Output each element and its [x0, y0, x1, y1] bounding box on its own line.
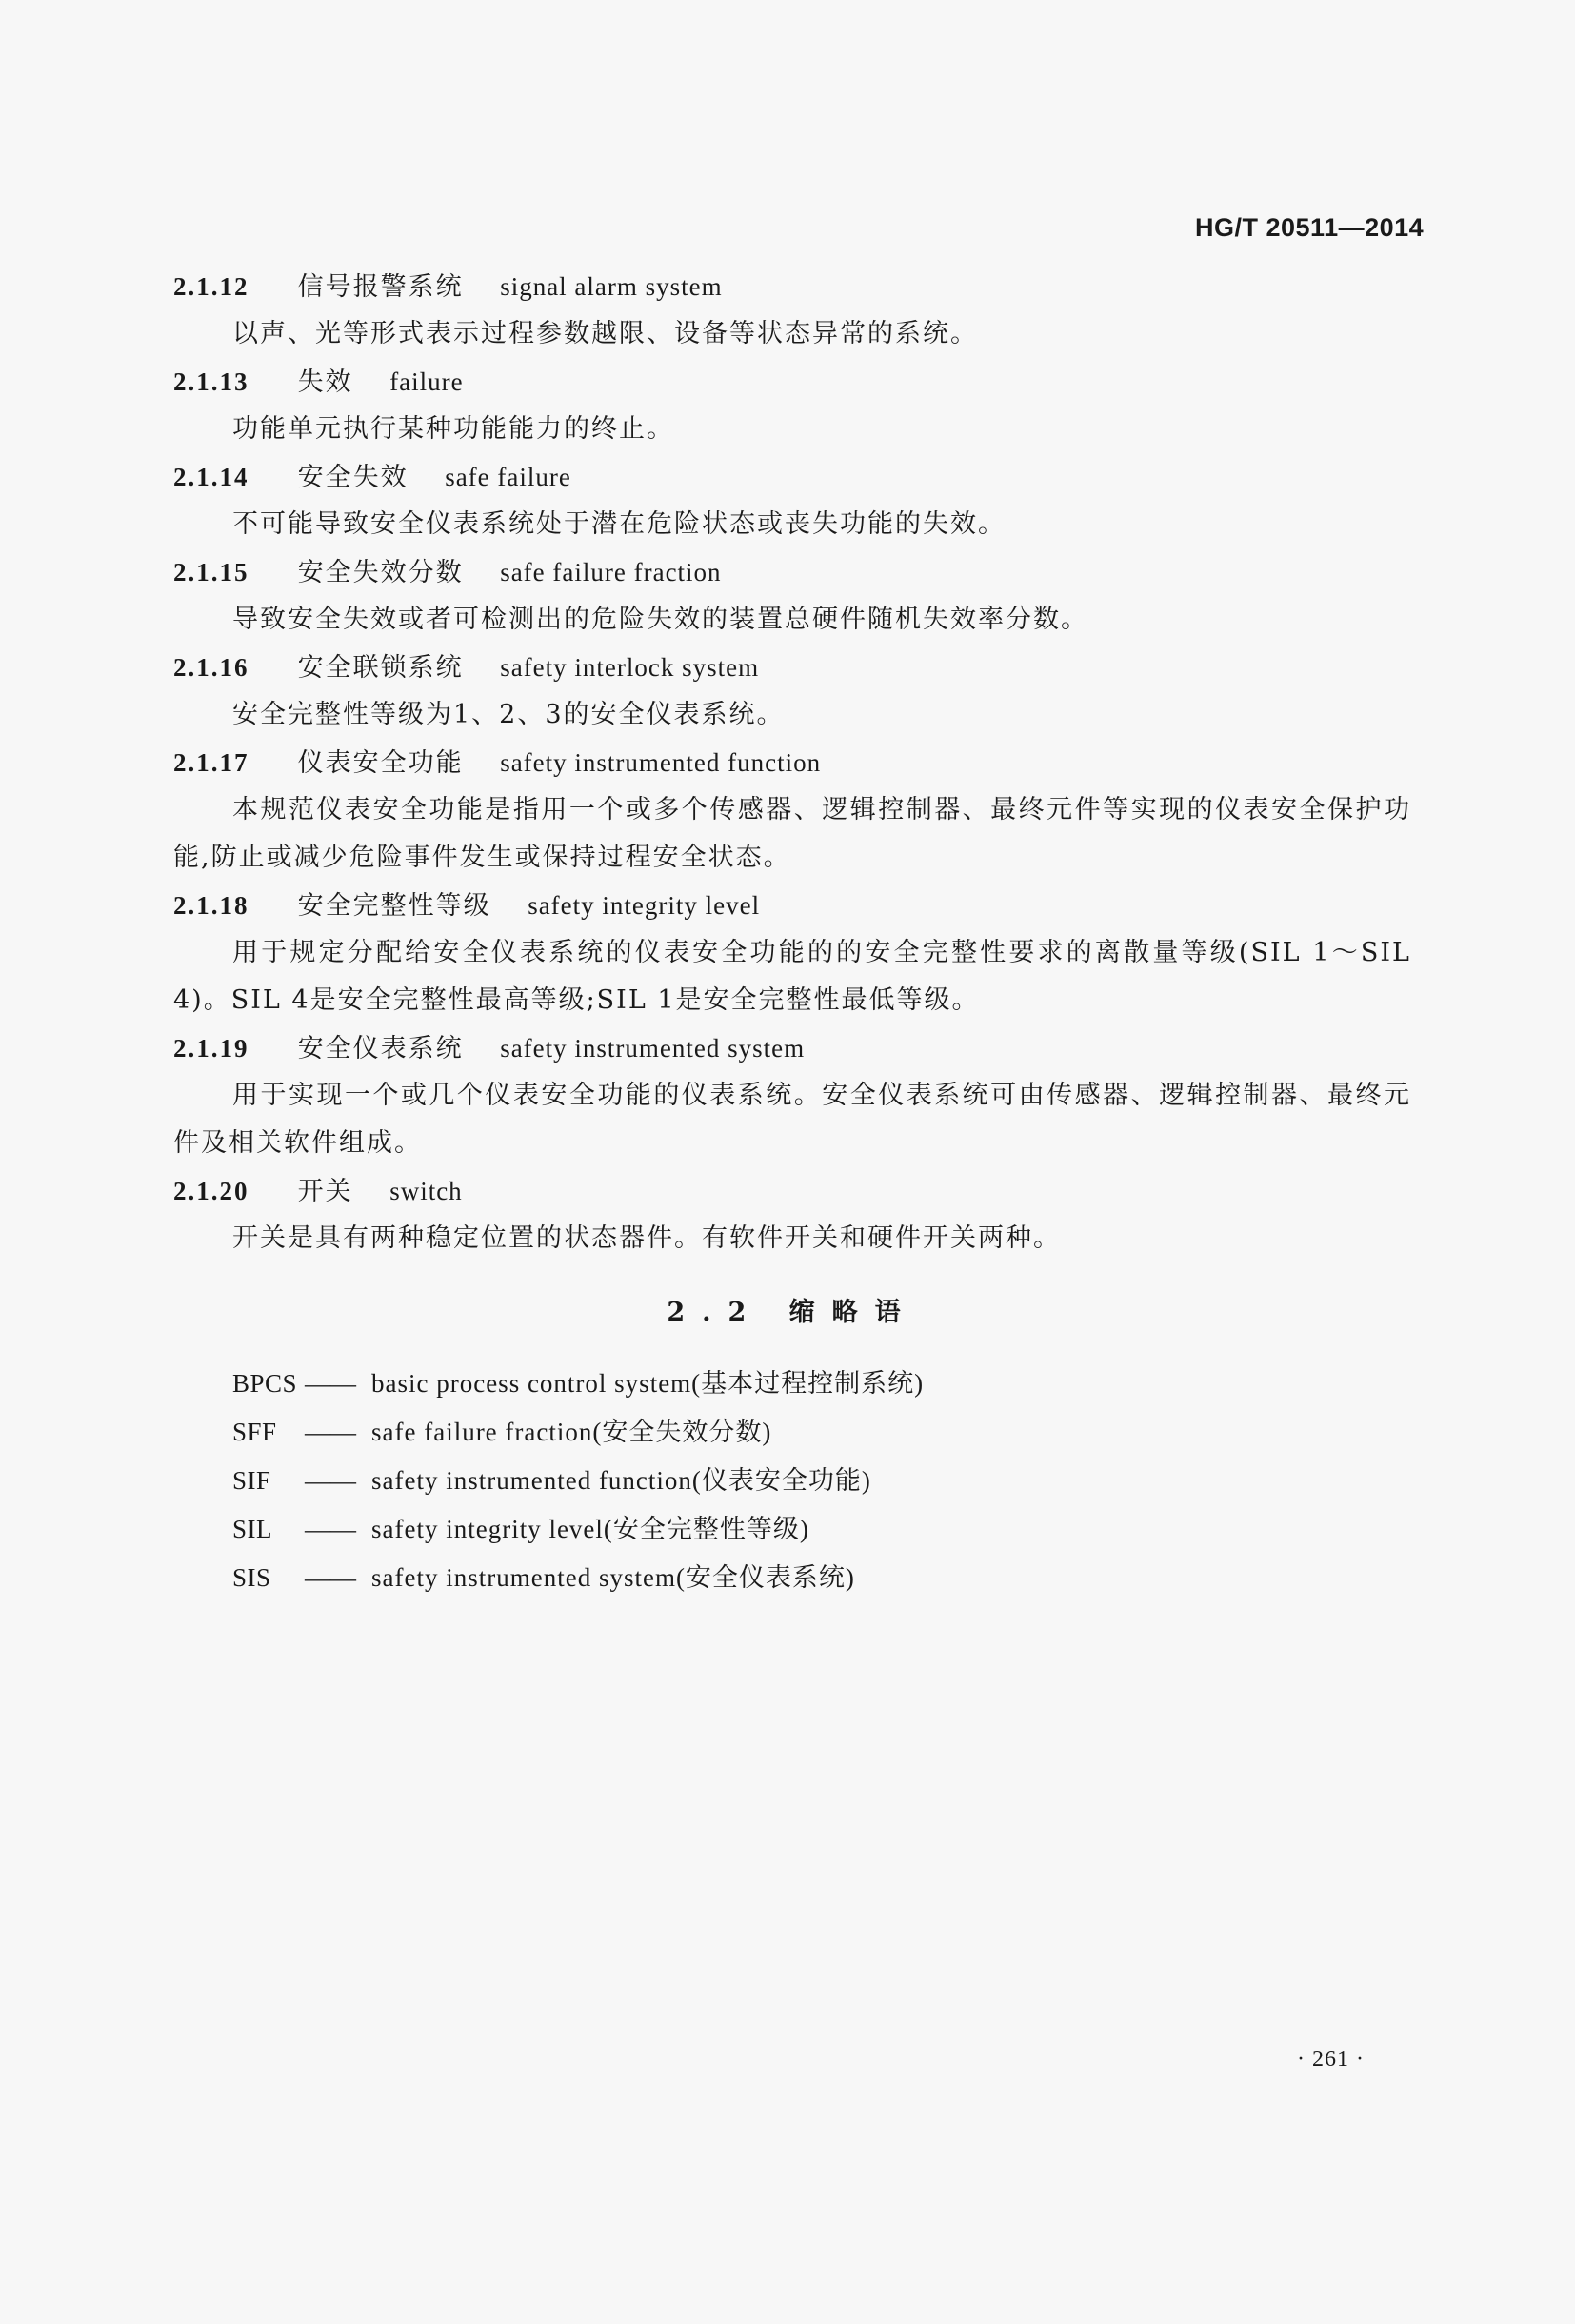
term-number: 2.1.20	[173, 1177, 249, 1205]
abbreviation-key: BPCS	[232, 1369, 298, 1398]
abbreviation-key: SIF	[232, 1466, 271, 1495]
abbreviation-row	[232, 1505, 1411, 1554]
abbreviation-definition: safety instrumented system(安全仪表系统)	[371, 1563, 855, 1592]
term-chinese: 安全联锁系统	[297, 653, 464, 683]
term-definition: 安全完整性等级为1、2、3的安全仪表系统。	[232, 700, 785, 729]
term-entry	[173, 644, 1411, 739]
term-entry	[173, 358, 1411, 453]
term-number: 2.1.17	[173, 748, 249, 777]
abbreviation-definition: safe failure fraction(安全失效分数)	[371, 1418, 772, 1446]
term-heading	[173, 548, 1411, 596]
abbreviation-dash: ——	[305, 1466, 356, 1495]
term-definition: 功能单元执行某种功能能力的终止。	[232, 414, 674, 444]
abbreviation-dash: ——	[305, 1418, 356, 1446]
term-number: 2.1.18	[173, 891, 249, 920]
term-english: switch	[389, 1177, 463, 1205]
term-entry	[173, 882, 1411, 1024]
term-heading	[173, 1167, 1411, 1215]
abbreviation-row	[232, 1554, 1411, 1602]
page-number: · 261 ·	[1297, 2047, 1365, 2072]
abbreviation-row	[232, 1457, 1411, 1505]
term-definition: 导致安全失效或者可检测出的危险失效的装置总硬件随机失效率分数。	[232, 605, 1088, 634]
term-chinese: 安全完整性等级	[297, 891, 491, 921]
term-definition: 开关是具有两种稳定位置的状态器件。有软件开关和硬件开关两种。	[232, 1223, 1061, 1253]
term-entry	[173, 739, 1411, 882]
abbreviation-row	[232, 1408, 1411, 1457]
term-heading	[173, 1024, 1411, 1072]
term-heading	[173, 453, 1411, 501]
term-english: signal alarm system	[500, 272, 723, 301]
term-english: failure	[389, 367, 464, 396]
abbreviation-key: SIL	[232, 1515, 272, 1543]
term-english: safety integrity level	[528, 891, 761, 920]
abbreviation-list	[232, 1360, 1411, 1602]
abbreviation-definition: safety instrumented function(仪表安全功能)	[371, 1466, 871, 1495]
term-chinese: 仪表安全功能	[297, 748, 464, 778]
term-number: 2.1.16	[173, 653, 249, 682]
term-english: safety interlock system	[500, 653, 760, 682]
term-entry	[173, 263, 1411, 358]
page-content	[173, 263, 1411, 1602]
abbreviation-key: SFF	[232, 1418, 277, 1446]
abbreviation-definition: basic process control system(基本过程控制系统)	[371, 1369, 925, 1398]
term-entry	[173, 548, 1411, 644]
abbreviation-key: SIS	[232, 1563, 271, 1592]
term-number: 2.1.15	[173, 558, 249, 586]
term-entry	[173, 1167, 1411, 1262]
term-heading	[173, 263, 1411, 310]
term-number: 2.1.14	[173, 463, 249, 491]
term-entry	[173, 1024, 1411, 1167]
term-definition: 以声、光等形式表示过程参数越限、设备等状态异常的系统。	[232, 319, 978, 348]
standard-code-header: HG/T 20511—2014	[1195, 213, 1425, 242]
abbreviation-dash: ——	[305, 1369, 356, 1398]
term-heading	[173, 739, 1411, 786]
section-heading-abbreviations: 2.2 缩略语	[667, 1298, 918, 1327]
term-english: safety instrumented system	[500, 1034, 806, 1063]
term-heading	[173, 358, 1411, 406]
term-heading	[173, 882, 1411, 929]
term-english: safety instrumented function	[500, 748, 822, 777]
term-english: safe failure	[445, 463, 571, 491]
term-english: safe failure fraction	[500, 558, 722, 586]
abbreviation-row	[232, 1360, 1411, 1408]
term-definition: 本规范仪表安全功能是指用一个或多个传感器、逻辑控制器、最终元件等实现的仪表安全保护功能,防止或减少危险事件发生或保持过程安全状态。	[173, 795, 1411, 872]
abbreviation-definition: safety integrity level(安全完整性等级)	[371, 1515, 809, 1543]
term-chinese: 安全仪表系统	[297, 1034, 464, 1063]
abbreviation-dash: ——	[305, 1563, 356, 1592]
term-chinese: 失效	[297, 367, 353, 397]
term-number: 2.1.12	[173, 272, 249, 301]
abbreviation-dash: ——	[305, 1515, 356, 1543]
term-number: 2.1.19	[173, 1034, 249, 1063]
term-definition: 不可能导致安全仪表系统处于潜在危险状态或丧失功能的失效。	[232, 509, 1006, 539]
term-entry	[173, 453, 1411, 548]
term-chinese: 信号报警系统	[297, 272, 464, 302]
term-chinese: 安全失效	[297, 463, 409, 492]
term-definition: 用于规定分配给安全仪表系统的仪表安全功能的的安全完整性要求的离散量等级(SIL 1～SIL 4)。SIL 4是安全完整性最高等级;SIL 1是安全完整性最低等级。	[173, 938, 1411, 1015]
term-chinese: 安全失效分数	[297, 558, 464, 587]
term-definition: 用于实现一个或几个仪表安全功能的仪表系统。安全仪表系统可由传感器、逻辑控制器、最终元件及相关软件组成。	[173, 1081, 1411, 1158]
term-number: 2.1.13	[173, 367, 249, 396]
term-chinese: 开关	[297, 1177, 353, 1206]
term-heading	[173, 644, 1411, 691]
